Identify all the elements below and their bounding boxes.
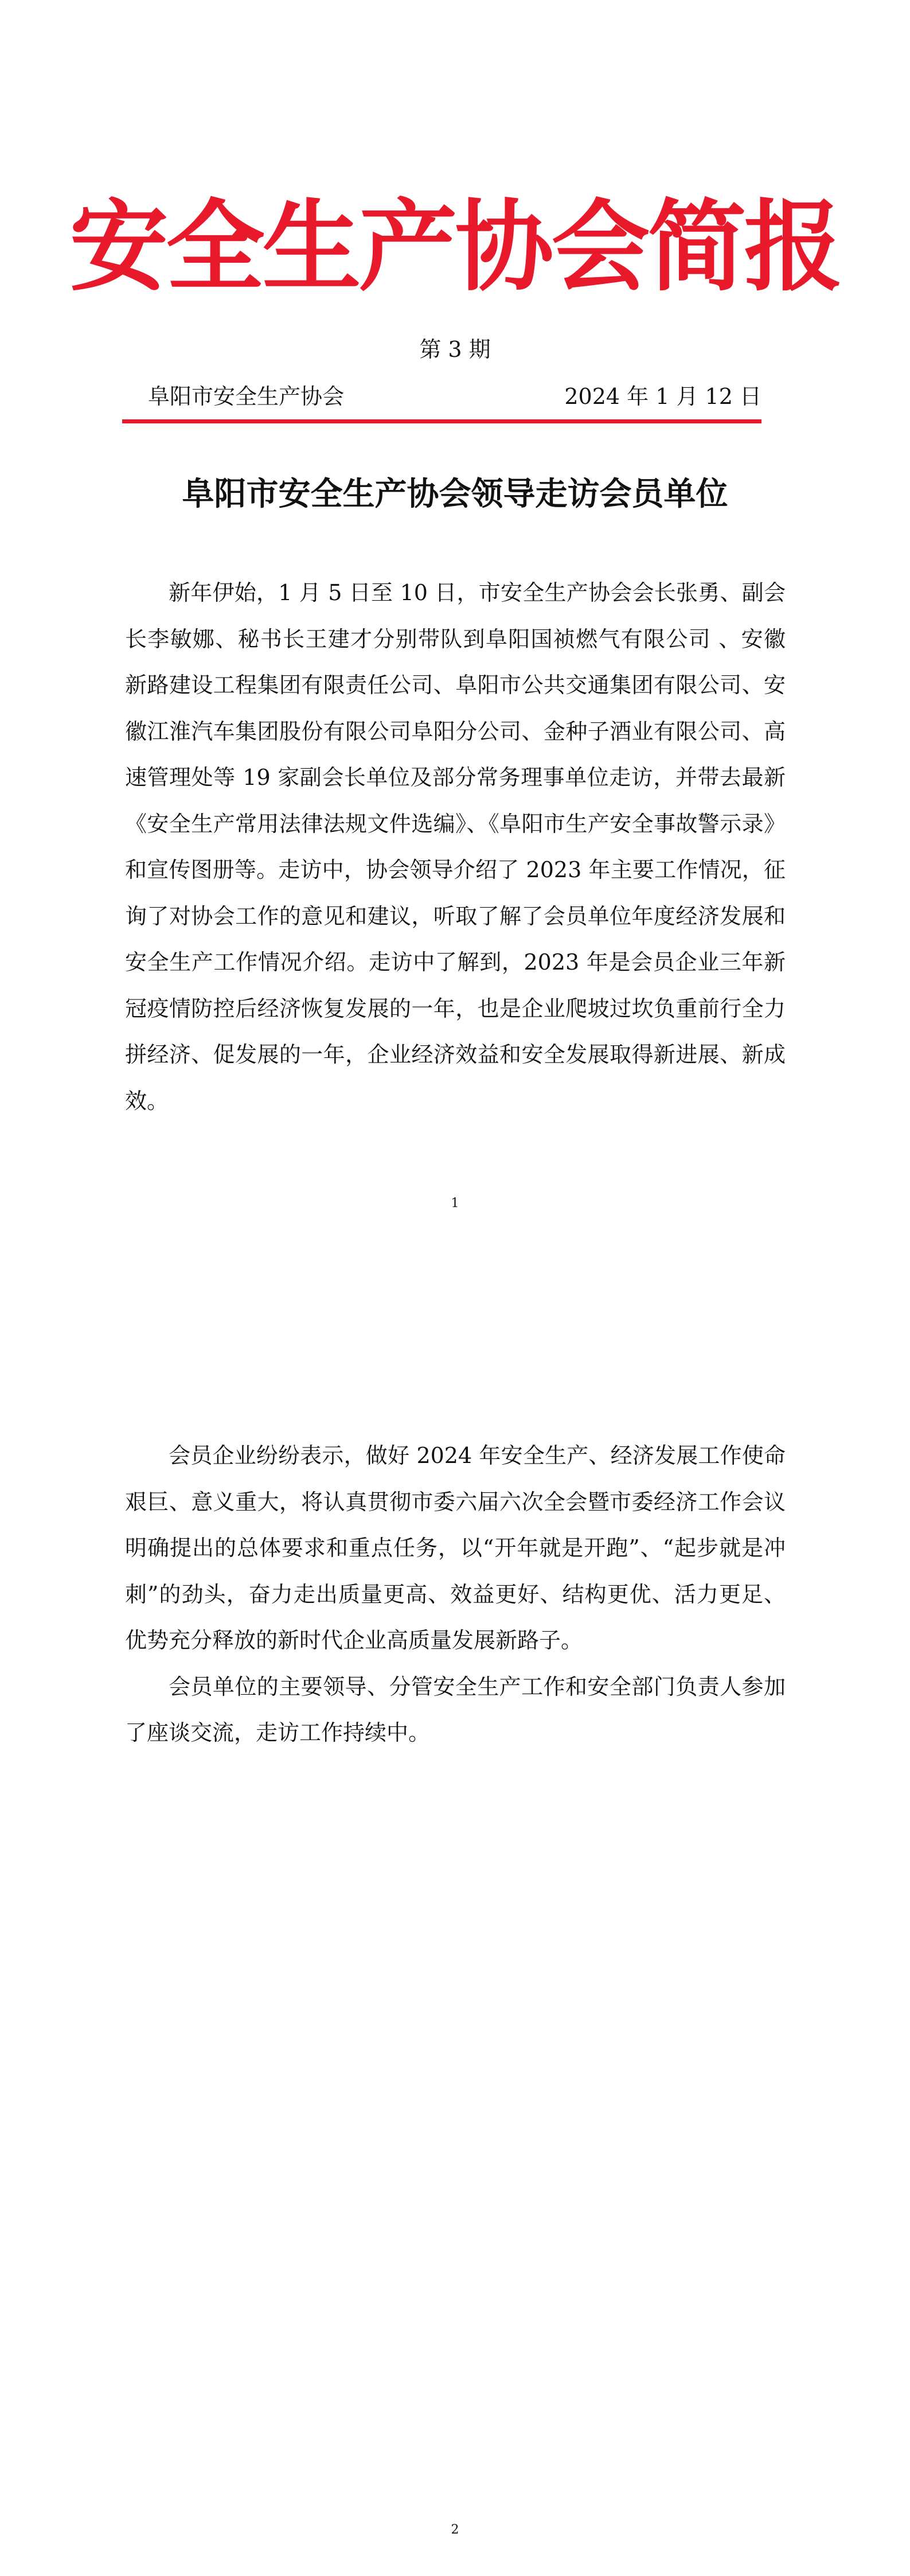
publisher-name: 阜阳市安全生产协会: [148, 384, 345, 409]
paragraph: 会员企业纷纷表示，做好 2024 年安全生产、经济发展工作使命艰巨、意义重大，将认真贯彻市委六届六次全会暨市委经济工作会议明确提出的总体要求和重点任务，以“开年就是开跑”、“起步就是冲刺”的劲头，奋力走出质量更高、效益更好、结构更优、活力更足、优势充分释放的新时代企业高质量发展新路子。: [125, 1443, 786, 1653]
page-number: 2: [451, 2523, 459, 2537]
paragraph: 会员单位的主要领导、分管安全生产工作和安全部门负责人参加了座谈交流，走访工作持续中。: [125, 1674, 786, 1745]
page-number: 1: [451, 1196, 459, 1211]
publication-date: 2024 年 1 月 12 日: [564, 384, 761, 409]
article-body-page-1: [125, 570, 786, 1124]
article-headline: 阜阳市安全生产协会领导走访会员单位: [182, 476, 728, 513]
paragraph: 新年伊始，1 月 5 日至 10 日，市安全生产协会会长张勇、副会长李敏娜、秘书长王建才分别带队到阜阳国祯燃气有限公司 、安徽新路建设工程集团有限责任公司、阜阳市公共交通集团有限公司、安徽江淮汽车集团股份有限公司阜阳分公司、金种子酒业有限公司、高速管理处等 19 家副会长单位及部分常务理事单位走访，并带去最新《安全生产常用法律法规文件选编》、《阜阳市生产安全事故警示录》和宣传图册等。走访中，协会领导介绍了 2023 年主要工作情况，征询了对协会工作的意见和建议，听取了解了会员单位年度经济发展和安全生产工作情况介绍。走访中了解到，2023 年是会员企业三年新冠疫情防控后经济恢复发展的一年，也是企业爬坡过坎负重前行全力拼经济、促发展的一年，企业经济效益和安全发展取得新进展、新成效。: [125, 580, 786, 1114]
article-body-page-2: [125, 1433, 786, 1756]
bulletin-masthead: 安全生产协会简报: [69, 188, 841, 305]
issue-number: 第 3 期: [419, 337, 491, 362]
red-divider: [122, 419, 761, 423]
